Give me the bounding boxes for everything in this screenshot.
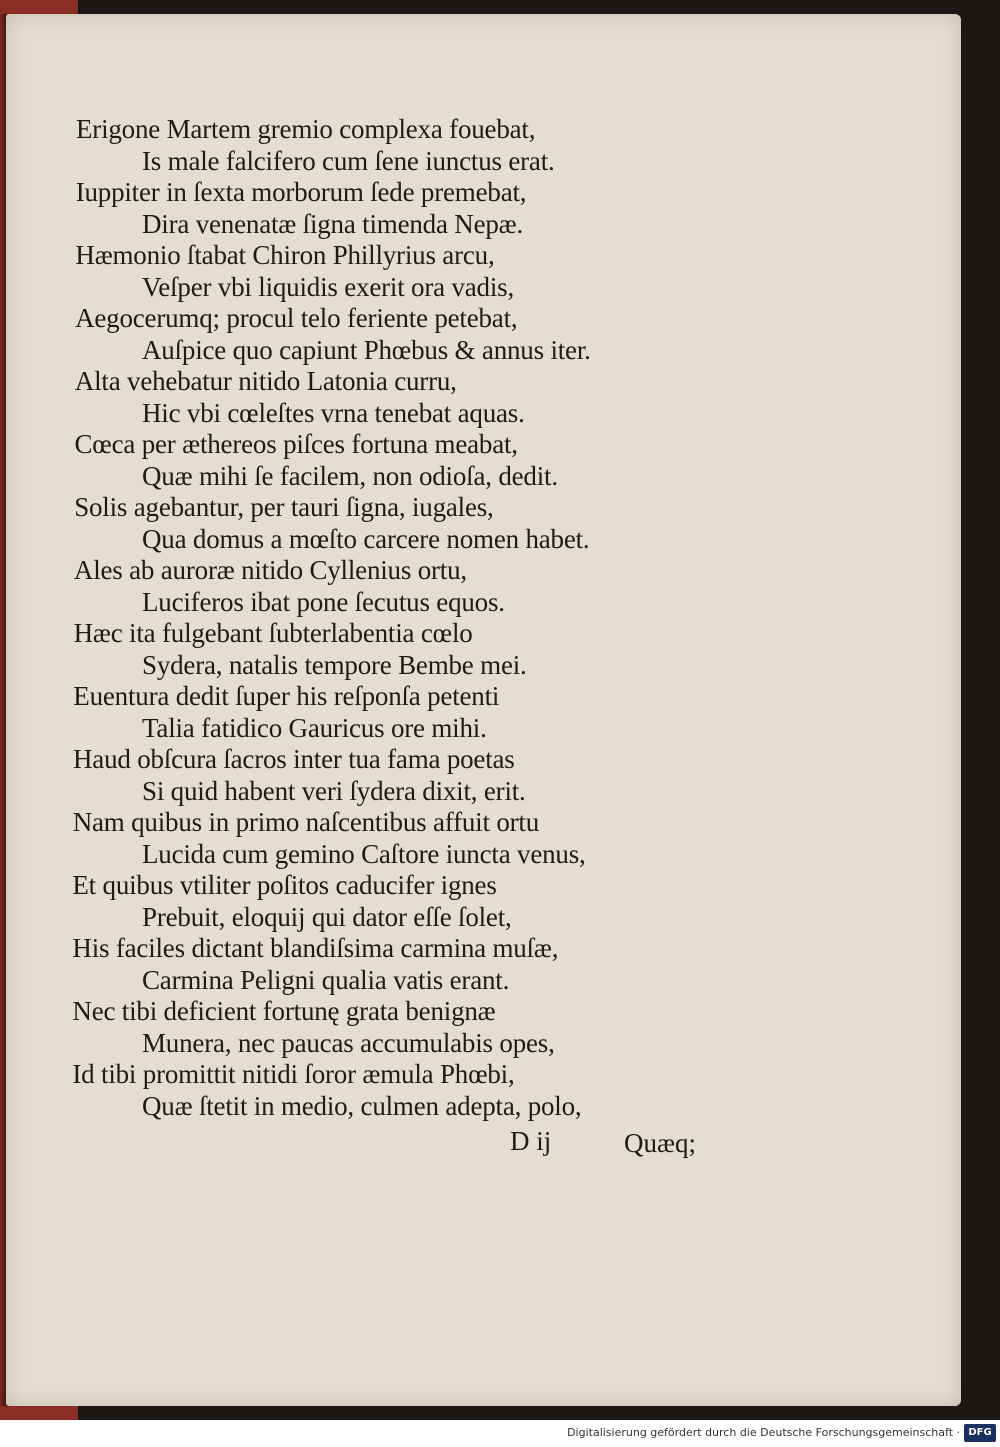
verse-line: Dira venenatæ ſigna timenda Nepæ. bbox=[142, 208, 524, 239]
verse-line: Cœca per æthereos piſces fortuna meabat, bbox=[74, 429, 518, 459]
binding-bottom bbox=[0, 1406, 78, 1420]
book-page bbox=[6, 14, 961, 1406]
verse-line: Nec tibi deficient fortunę grata benignæ bbox=[72, 996, 496, 1026]
verse-line: Munera, nec paucas accumulabis opes, bbox=[142, 1027, 555, 1058]
verse-line: Is male falcifero cum ſene iunctus erat. bbox=[142, 145, 555, 176]
verse-line: Hæc ita fulgebant ſubterlabentia cœlo bbox=[73, 618, 473, 648]
verse-line: Auſpice quo capiunt Phœbus & annus iter. bbox=[142, 334, 591, 365]
verse-line: Hæmonio ſtabat Chiron Phillyrius arcu, bbox=[75, 240, 495, 270]
verse-line: Qua domus a mœſto carcere nomen habet. bbox=[142, 523, 590, 554]
verse-line: Lucida cum gemino Caſtore iuncta venus, bbox=[142, 838, 586, 869]
verse-line: Ales ab auroræ nitido Cyllenius ortu, bbox=[73, 555, 467, 585]
verse-line: His faciles dictant blandiſsima carmina muſæ, bbox=[72, 933, 559, 963]
verse-line: Quæ ſtetit in medio, culmen adepta, polo, bbox=[142, 1090, 582, 1121]
poem-text bbox=[6, 14, 961, 1406]
footer-credit: Digitalisierung gefördert durch die Deutsche Forschungsgemeinschaft · bbox=[567, 1426, 960, 1439]
verse-line: Id tibi promittit nitidi ſoror æmula Phœbi, bbox=[72, 1059, 515, 1089]
verse-line: Nam quibus in primo naſcentibus affuit ortu bbox=[72, 807, 540, 837]
verse-line: Veſper vbi liquidis exerit ora vadis, bbox=[142, 271, 515, 302]
verse-line: Haud obſcura ſacros inter tua fama poetas bbox=[73, 744, 515, 774]
verse-line: Prebuit, eloquij qui dator eſſe ſolet, bbox=[142, 901, 512, 932]
catchword: Quæq; bbox=[624, 1128, 697, 1158]
signature-mark: D ij bbox=[510, 1126, 552, 1156]
footer-bar bbox=[0, 1420, 1000, 1447]
verse-line: Talia fatidico Gauricus ore mihi. bbox=[142, 712, 487, 743]
verse-line: Euentura dedit ſuper his reſponſa petenti bbox=[73, 681, 500, 711]
verse-line: Alta vehebatur nitido Latonia curru, bbox=[74, 366, 457, 396]
verse-line: Sydera, natalis tempore Bembe mei. bbox=[142, 649, 527, 680]
verse-line: Solis agebantur, per tauri ſigna, iugales, bbox=[74, 492, 494, 522]
verse-line: Aegocerumq; procul telo feriente petebat, bbox=[75, 303, 518, 333]
verse-line: Et quibus vtiliter poſitos caducifer ignes bbox=[72, 870, 497, 900]
dfg-logo: DFG bbox=[964, 1424, 996, 1442]
binding-top bbox=[0, 0, 78, 14]
verse-line: Erigone Martem gremio complexa fouebat, bbox=[76, 114, 536, 144]
verse-line: Hic vbi cœleſtes vrna tenebat aquas. bbox=[142, 397, 525, 428]
verse-line: Si quid habent veri ſydera dixit, erit. bbox=[142, 775, 526, 806]
verse-line: Carmina Peligni qualia vatis erant. bbox=[142, 964, 510, 995]
verse-line: Iuppiter in ſexta morborum ſede premebat, bbox=[75, 177, 527, 207]
verse-line: Quæ mihi ſe facilem, non odioſa, dedit. bbox=[142, 460, 558, 491]
verse-line: Luciferos ibat pone ſecutus equos. bbox=[142, 586, 505, 617]
